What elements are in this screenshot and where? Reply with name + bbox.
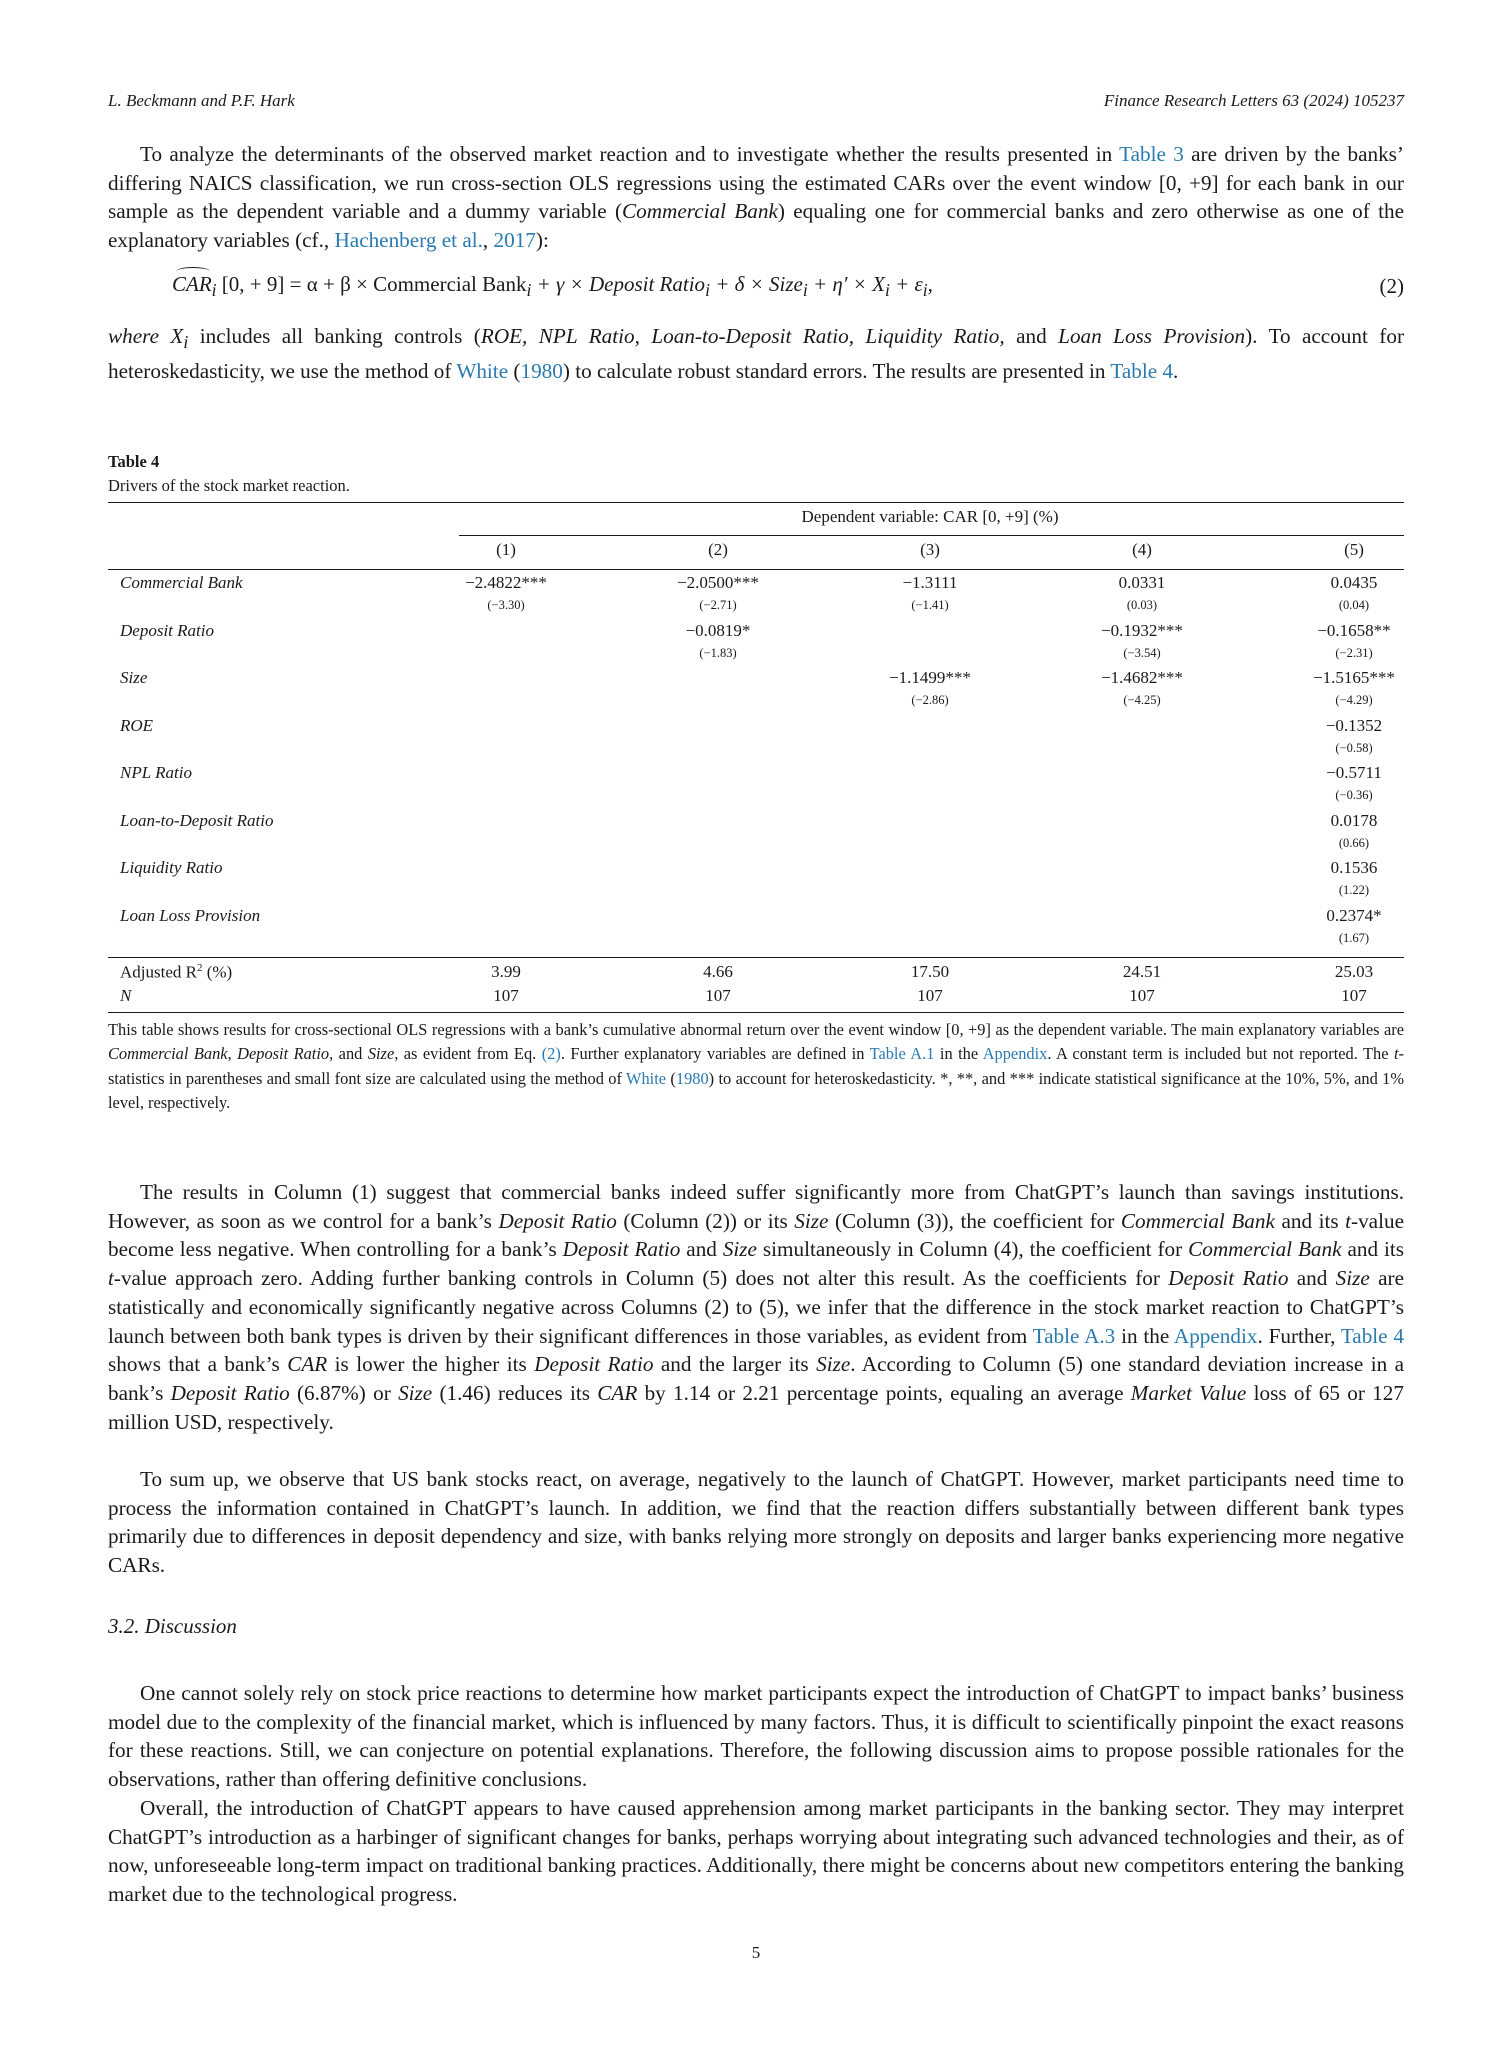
coefficient-cell: −1.3111: [902, 573, 958, 592]
white-citation-link[interactable]: White: [456, 358, 509, 383]
appendix-link-2[interactable]: Appendix: [1173, 1323, 1258, 1348]
n-cell: 107: [493, 986, 519, 1005]
table-3-link[interactable]: Table 3: [1119, 142, 1184, 166]
coefficient-cell: −2.0500***: [677, 573, 759, 592]
coefficient-cell: −2.4822***: [465, 573, 547, 592]
coefficient-cell: 0.1536: [1330, 858, 1378, 877]
t-statistic-cell: (−4.25): [1123, 693, 1161, 707]
row-label: Deposit Ratio: [120, 620, 214, 640]
table-header-rule: [108, 569, 1404, 570]
t-statistic-cell: (−3.54): [1123, 645, 1161, 660]
discussion-paragraph-2: Overall, the introduction of ChatGPT appears to have caused apprehension among market participants in the banking sector. They may interpret ChatGPT’s introduction as a harbinger of significant changes for banks, perhaps worrying about integrating such advanced technologies and their, as of now, unforeseeable long-term impact on traditional banking practices. Additionally, there might be concerns about new competitors entering the banking market due to the technological progress.: [108, 1796, 1404, 1907]
column-header: (4): [1132, 540, 1152, 559]
table-note: This table shows results for cross-sectional OLS regressions with a bank’s cumulative abnormal return over the event window [0, +9] as the dependent variable. The main explanatory variables are Commercial Bank, Deposit Ratio, and Size, as evident from Eq. (2). Further explanatory variables are defined in Table A.1 in the Appendix. A constant term is included but not reported. The t-statistics in parentheses and small font size are calculated using the method of White (1980) to account for heteroskedasticity. *, **, and *** indicate statistical significance at the 10%, 5%, and 1% level, respectively.: [108, 1020, 1404, 1112]
column-header: (5): [1344, 540, 1364, 559]
table-a1-link[interactable]: Table A.1: [869, 1044, 935, 1064]
summary-paragraph: To sum up, we observe that US bank stocks react, on average, negatively to the launch of ChatGPT. However, market participants need time to process the information contained in ChatGPT’s launch. In addition, we find that the reaction differs substantially between different bank types primarily due to differences in deposit dependency and size, with banks relying more strongly on deposits and larger banks experiencing more negative CARs.: [108, 1467, 1404, 1578]
t-statistic-cell: (1.22): [1338, 883, 1370, 897]
row-label: Loan-to-Deposit Ratio: [120, 810, 274, 830]
coefficient-cell: −1.4682***: [1101, 668, 1183, 687]
coefficient-cell: −0.1932***: [1101, 620, 1183, 640]
t-statistic-cell: (−1.83): [699, 645, 737, 660]
t-statistic-cell: (−4.29): [1335, 693, 1373, 707]
n-cell: 107: [1341, 986, 1367, 1005]
table-subheader-rule: [459, 535, 1404, 536]
running-header-authors: L. Beckmann and P.F. Hark: [108, 91, 295, 110]
t-statistic-cell: (−2.86): [911, 693, 949, 707]
coefficient-cell: 0.0178: [1330, 810, 1378, 830]
n-cell: 107: [705, 986, 731, 1005]
white-note-link[interactable]: White: [625, 1068, 667, 1088]
coefficient-cell: −0.0819*: [685, 620, 751, 640]
table-label: Table 4: [108, 452, 160, 471]
adjusted-r2-label: Adjusted $R^2$ (%): [120, 962, 233, 982]
dependent-variable-header: Dependent variable: CAR [0, +9] (%): [801, 507, 1059, 526]
appendix-link[interactable]: Appendix: [982, 1044, 1048, 1064]
white-note-year-link[interactable]: 1980: [675, 1068, 709, 1088]
table-a3-link[interactable]: Table A.3: [1032, 1323, 1116, 1348]
equation-2-link[interactable]: (2): [541, 1044, 561, 1064]
intro-paragraph: To analyze the determinants of the observed market reaction and to investigate whether the results presented in Table 3 are driven by the banks’ differing NAICS classification, we run cross-section OLS regressions using the estimated CARs over the event window [0, +9] for each bank in our sample as the dependent variable and a dummy variable (Commercial Bank) equaling one for commercial banks and zero otherwise as one of the explanatory variables (cf., Hachenberg et al., 2017):: [108, 142, 1405, 253]
n-label: N: [120, 986, 132, 1005]
coefficient-cell: −0.1352: [1325, 715, 1383, 735]
column-header: (1): [496, 540, 516, 559]
page-number: 5: [751, 1943, 761, 1962]
hachenberg-year-link[interactable]: 2017: [493, 228, 536, 253]
white-year-link[interactable]: 1980: [520, 358, 563, 383]
coefficient-cell: −0.5711: [1326, 763, 1382, 782]
coefficient-cell: −1.5165***: [1313, 668, 1395, 687]
adjusted-r2-cell: 3.99: [491, 962, 521, 981]
car-hat-symbol: CAR: [172, 272, 212, 296]
adjusted-r2-cell: 4.66: [703, 962, 733, 981]
t-statistic-cell: (−2.31): [1335, 645, 1373, 660]
running-header-journal: Finance Research Letters 63 (2024) 105237: [1103, 91, 1404, 110]
column-header: (2): [708, 540, 728, 559]
coefficient-cell: 0.2374*: [1326, 905, 1382, 925]
t-statistic-cell: (1.67): [1338, 930, 1370, 945]
column-header: (3): [920, 540, 940, 559]
row-label: NPL Ratio: [120, 763, 192, 782]
t-statistic-cell: (−2.71): [699, 598, 737, 612]
t-statistic-cell: (0.03): [1126, 598, 1158, 612]
equation-2: $CAR_i$ [0, + 9] = α + β × Commercial Bank$_i$ + γ × Deposit Ratio$_i$ + δ × Size$_i$ + $\eta' \times X_i + \varepsilon_i$, (2): [172, 272, 1404, 301]
row-label: Commercial Bank: [120, 573, 243, 592]
adjusted-r2-cell: 25.03: [1334, 962, 1374, 981]
hachenberg-citation-link[interactable]: Hachenberg et al.: [334, 228, 483, 253]
row-label: ROE: [120, 715, 154, 735]
table-bottom-rule: [108, 1012, 1404, 1013]
adjusted-r2-cell: 24.51: [1122, 962, 1162, 981]
table-caption: Drivers of the stock market reaction.: [108, 476, 350, 495]
adjusted-r2-cell: 17.50: [910, 962, 950, 981]
section-heading-discussion: 3.2. Discussion: [108, 1614, 237, 1638]
results-paragraph: The results in Column (1) suggest that commercial banks indeed suffer significantly more from ChatGPT’s launch than savings institutions. However, as soon as we control for a bank’s Deposit Ratio (Column (2)) or its Size (Column (3)), the coefficient for Commercial Bank and its t-value become less negative. When controlling for a bank’s Deposit Ratio and Size simultaneously in Column (4), the coefficient for Commercial Bank and its t-value approach zero. Adding further banking controls in Column (5) does not alter this result. As the coefficients for Deposit Ratio and Size are statistically and economically significantly negative across Columns (2) to (5), we infer that the difference in the stock market reaction to ChatGPT’s launch between both bank types is driven by their significant differences in those variables, as evident from Table A.3 in the Appendix. Further, Table 4 shows that a bank’s CAR is lower the higher its Deposit Ratio and the larger its Size. According to Column (5) one standard deviation increase in a bank’s Deposit Ratio (6.87%) or Size (1.46) reduces its CAR by 1.14 or 2.21 percentage points, equaling an average Market Value loss of 65 or 127 million USD, respectively.: [108, 1180, 1405, 1434]
coefficient-cell: 0.0435: [1330, 573, 1378, 592]
row-label: Loan Loss Provision: [120, 905, 261, 925]
coefficient-cell: −1.1499***: [889, 668, 971, 687]
t-statistic-cell: (0.04): [1338, 598, 1370, 612]
t-statistic-cell: (−3.30): [487, 598, 525, 612]
t-statistic-cell: (−0.58): [1335, 740, 1373, 755]
coefficient-cell: 0.0331: [1118, 573, 1166, 592]
discussion-paragraph-1: One cannot solely rely on stock price reactions to determine how market participants expect the introduction of ChatGPT to impact banks’ business model due to the complexity of the financial market, which is influenced by many factors. Thus, it is difficult to scientifically pinpoint the exact reasons for these reactions. Still, we can conjecture on potential explanations. Therefore, the following discussion aims to propose possible rationales for the observations, rather than offering definitive conclusions.: [108, 1681, 1404, 1792]
t-statistic-cell: (−0.36): [1335, 788, 1373, 802]
n-cell: 107: [917, 986, 943, 1005]
n-cell: 107: [1129, 986, 1155, 1005]
table-4-link-2[interactable]: Table 4: [1340, 1323, 1404, 1348]
row-label: Size: [120, 668, 148, 687]
t-statistic-cell: (0.66): [1338, 835, 1370, 850]
table-stats-rule: [108, 957, 1404, 958]
equation-number: (2): [1379, 274, 1404, 298]
coefficient-cell: −0.1658**: [1317, 620, 1391, 640]
row-label: Liquidity Ratio: [120, 858, 223, 877]
controls-paragraph: where $X_i$ includes all banking controls (ROE, NPL Ratio, Loan-to-Deposit Ratio, Liquidity Ratio, and Loan Loss Provision). To account for heteroskedasticity, we use the method of White (1980) to calculate robust standard errors. The results are presented in Table 4.: [108, 324, 1405, 383]
table-4-link[interactable]: Table 4: [1110, 358, 1174, 383]
t-statistic-cell: (−1.41): [911, 598, 949, 612]
table-top-rule: [108, 502, 1404, 503]
